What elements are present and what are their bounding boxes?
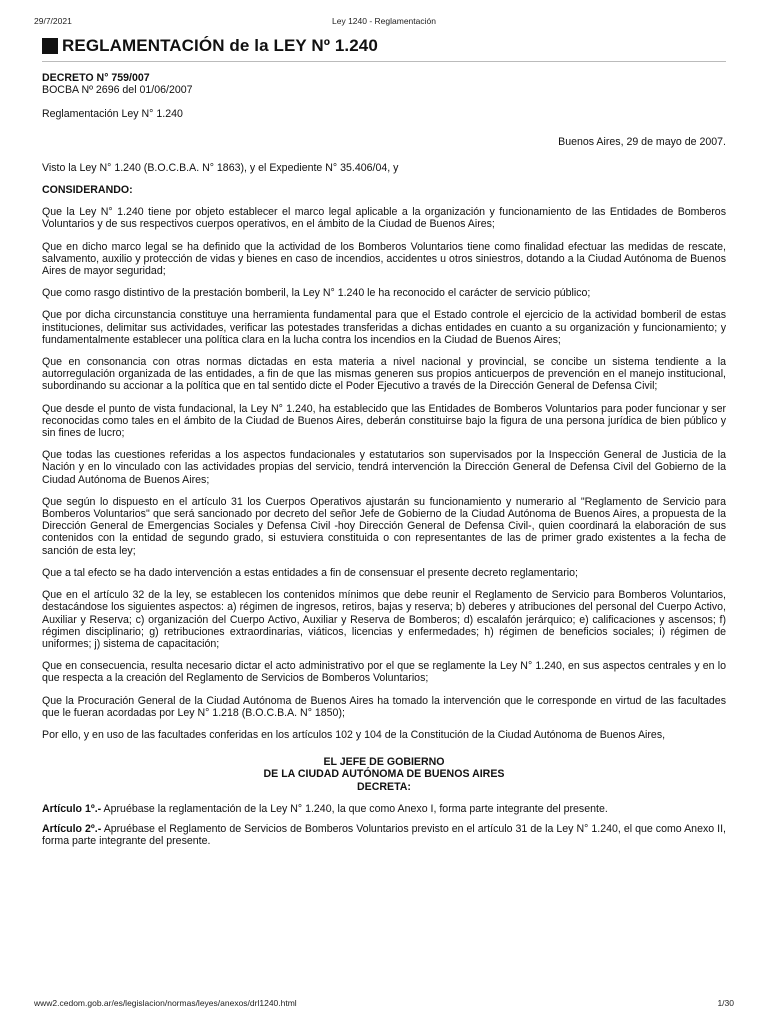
considerando-paragraph: Que la Ley N° 1.240 tiene por objeto establecer el marco legal aplicable a la organización y funcionamiento de las Entidades de Bomberos Voluntarios y de sus respectivos cuerpos operativos, en el ámbito de la Ciudad de Buenos Aires; — [42, 206, 726, 231]
document-body — [42, 72, 726, 855]
decreto-number: DECRETO N° 759/007 — [42, 72, 150, 84]
articulo-text: Apruébase el Reglamento de Servicios de Bomberos Voluntarios previsto en el artículo 31 de la Ley N° 1.240, el que como Anexo II, forma parte integrante del presente. — [42, 822, 726, 848]
considerando-paragraph: Por ello, y en uso de las facultades conferidas en los artículos 102 y 104 de la Constitución de la Ciudad Autónoma de Buenos Aires, — [42, 728, 666, 741]
document-title — [42, 36, 726, 56]
considerando-paragraph: Que en consecuencia, resulta necesario dictar el acto administrativo por el que se reglamente la Ley N° 1.240, en sus aspectos centrales y en lo que respecta a la creación del Reglamento de Servicios de Bomberos Voluntarios; — [42, 660, 726, 685]
print-url: www2.cedom.gob.ar/es/legislacion/normas/leyes/anexos/drl1240.html — [34, 998, 297, 1008]
print-date: 29/7/2021 — [34, 16, 72, 26]
considerando-paragraph: Que en el artículo 32 de la ley, se establecen los contenidos mínimos que debe reunir el Reglamento de Servicio para Bomberos Voluntarios, destacándose los siguientes aspectos: a) régimen de ingresos, retiros, bajas y reserva; b) deberes y atribuciones del personal del Cuerpo Activo, Auxiliar y Reserva; c) organización del Cuerpo Activo, Auxiliar y Reserva de Bomberos; d) escalafón jerárquico; e) calificaciones y ascensos; f) régimen disciplinario; g) retribuciones extraordinarias, viáticos, licencias y enfermedades; h) régimen de beneficios sociales; i) régimen de uniformes; j) sistema de capacitación; — [42, 589, 726, 650]
articulo-label: Artículo 1º.- — [42, 802, 102, 815]
considerando-paragraph: Que desde el punto de vista fundacional, la Ley N° 1.240, ha establecido que las Entidades de Bomberos Voluntarios para poder funcionar y ser reconocidas como tales en el ámbito de la Ciudad de Buenos Aires, deberán constituirse bajo la figura de una persona jurídica de bien público y sin fines de lucro; — [42, 402, 726, 440]
document-title-text: REGLAMENTACIÓN de la LEY Nº 1.240 — [62, 36, 378, 55]
jefe-line-2: DE LA CIUDAD AUTÓNOMA DE BUENOS AIRES — [263, 768, 505, 781]
articulo-label: Artículo 2º.- — [42, 822, 102, 835]
considerando-paragraph: Que en consonancia con otras normas dictadas en esta materia a nivel nacional y provincial, se concibe un sistema tendiente a la autorregulación organizada de las entidades, a fin de que las mismas generen sus propios anticuerpos de prevención en el manejo institucional, subordinando su accionar a la política que en tal sentido dicte el Poder Ejecutivo a través de la Dirección General de Defensa Civil; — [42, 356, 726, 393]
articulo-2 — [42, 823, 726, 847]
considerando-paragraph: Que todas las cuestiones referidas a los aspectos fundacionales y estatutarios son supervisados por la Inspección General de Justicia de la Nación y en lo vinculado con las actividades propias del servicio, tendrá intervención la Dirección General de Defensa Civil del Gobierno de la Ciudad Autónoma de Buenos Aires; — [42, 449, 726, 486]
articulo-text: Apruébase la reglamentación de la Ley N° 1.240, la que como Anexo I, forma parte integrante del presente. — [101, 802, 608, 815]
considerando-paragraph: Que la Procuración General de la Ciudad Autónoma de Buenos Aires ha tomado la intervención que le corresponde en virtud de las facultades que le fueran acordadas por Ley N° 1.218 (B.O.C.B.A. N° 1850); — [42, 694, 726, 719]
title-divider — [42, 61, 726, 62]
decree-authority-block — [42, 756, 726, 793]
jefe-line-1: EL JEFE DE GOBIERNO — [323, 756, 445, 769]
print-header — [34, 16, 734, 30]
bocba-reference: BOCBA Nº 2696 del 01/06/2007 — [42, 84, 193, 97]
considerando-paragraph: Que a tal efecto se ha dado intervención a estas entidades a fin de consensuar el presente decreto reglamentario; — [42, 566, 578, 579]
considerando-heading: CONSIDERANDO: — [42, 184, 133, 197]
considerando-paragraph: Que según lo dispuesto en el artículo 31 los Cuerpos Operativos ajustarán su funcionamiento y numerario al "Reglamento de Servicio para Bomberos Voluntarios" que será sancionado por decreto del señor Jefe de Gobierno de la Ciudad Autónoma de Buenos Aires, a propuesta de la Dirección General de Emergencias Sociales y Defensa Civil -hoy Dirección General de Defensa Civil-, quien coordinará la elaboración de sus contenidos con la entidad de segundo grado, si estuviera constituida o con representantes de las de primer grado existentes a la fecha de sanción de esta ley; — [42, 495, 726, 557]
articulo-1 — [42, 803, 726, 815]
decreta-line: DECRETA: — [357, 780, 411, 793]
print-footer — [34, 998, 734, 1010]
considerando-paragraph: Que en dicho marco legal se ha definido que la actividad de los Bomberos Voluntarios tiene como finalidad efectuar las medidas de rescate, salvamento, auxilio y protección de vidas y bienes en caso de incendios, accidentes u otros siniestros, dotando a la Ciudad Autónoma de Buenos Aires de mayor seguridad; — [42, 240, 726, 278]
page-number: 1/30 — [717, 998, 734, 1008]
reglamentacion-line: Reglamentación Ley N° 1.240 — [42, 108, 183, 121]
considerando-paragraph: Que como rasgo distintivo de la prestación bomberil, la Ley N° 1.240 le ha reconocido el carácter de servicio público; — [42, 287, 591, 300]
place-and-date: Buenos Aires, 29 de mayo de 2007. — [558, 135, 726, 148]
print-page-title: Ley 1240 - Reglamentación — [332, 16, 436, 26]
visto-paragraph: Visto la Ley N° 1.240 (B.O.C.B.A. N° 1863), y el Expediente N° 35.406/04, y — [42, 161, 399, 174]
considerando-paragraph: Que por dicha circunstancia constituye una herramienta fundamental para que el Estado controle el ejercicio de la actividad bomberil de estas instituciones, delimitar sus actividades, verificar las potestades transferidas a dichas entidades en cuanto a su organización y funcionamiento; y fundamentalmente establecer una política clara en la lucha contra los incendios en la Ciudad de Buenos Aires; — [42, 309, 726, 346]
black-square-icon — [42, 38, 58, 54]
